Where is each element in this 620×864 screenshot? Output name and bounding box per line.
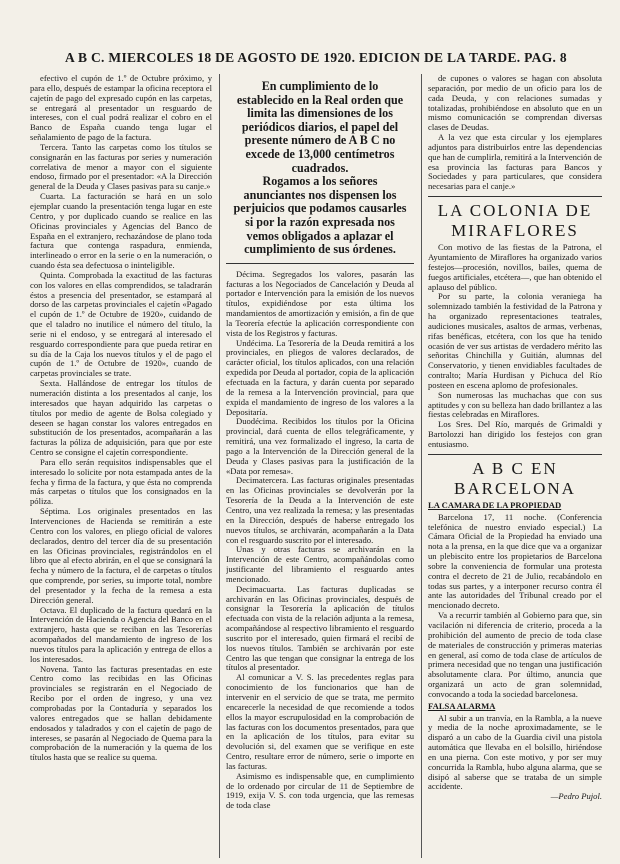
article-paragraph: Tercera. Tanto las carpetas como los títulos se consignarán en las facturas por series y numeración correlativa de menor a mayor con el siguiente endoso, firmado por el presentador: «A la Dirección general de la Deuda y Clases pasivas para su canje.» — [30, 141, 212, 192]
article-paragraph: Al comunicar a V. S. las precedentes reglas para conocimiento de los funcionarios que han de intervenir en el servicio de que se trata, me permito encarecerle la necesidad de que recomiende a todos ellos la mayor escrupulosidad en la comprobación de las facturas con los documentos presentados, para que en la aplicación de los títulos, para evitar su devolución si, del examen que se verifique en este Centro, resultare error de número, serie o importe en las facturas. — [226, 672, 414, 771]
article-paragraph: Va a recurrir también al Gobierno para que, sin vacilación ni diferencia de criterio, proceda a la prohibición del aumento de precio de toda clase de materiales de construcción y primeras materias en general, así como de toda clase de artículos de primera necesidad que no tengan una justificación absolutamente clara. Por último, anuncia que organizará un acto de gran solemnidad, convocando a toda la sociedad barcelonesa. — [428, 610, 602, 699]
article-paragraph: Novena. Tanto las facturas presentadas en este Centro como las recibidas en las Oficinas provinciales se registrarán en el Negociado de Recibo por el orden de ingreso, y una vez comprobadas por la Contaduría y separados los valores entregados que se hallan debidamente endosados y taladrados y con el cajetín de pago de intereses, se pasarán al Negociado de Quema para la comprobación de la numeración y la quema de los títulos hasta que se realice su quema. — [30, 663, 212, 763]
article-paragraph: Cuarta. La facturación se hará en un solo ejemplar cuando la presentación tenga lugar en este Centro, y por duplicado cuando se realice en las Oficinas provinciales y Agencias del Banco de España en el extranjero, rechazándose de plano toda factura que contenga raspadura, enmienda, interlineado o error en la serie o en la numeración, o cuando ésta sea defectuosa o ininteligible. — [30, 191, 212, 271]
article-paragraph: Octava. El duplicado de la factura quedará en la Intervención de Hacienda o Agencia del Banco en el extranjero, hasta que se reciban en las Tesorerías acompañados del mandamiento de ingreso de los nuevos títulos para la aplicación y entrega de ellos a los interesados. — [30, 604, 212, 664]
column-rule — [421, 74, 422, 858]
article-paragraph: Para ello serán requisitos indispensables que el interesado lo solicite por nota estampada antes de la fecha y firma de la factura, y que ésta no comprenda más carpetas o títulos que los consignados en la póliza. — [30, 456, 212, 507]
subheading: LA CAMARA DE LA PROPIEDAD — [428, 499, 562, 510]
article-paragraph: de cupones o valores se hagan con absoluta separación, por medio de un oficio para los de cada Deuda, y con relaciones sumadas y totalizadas, prohibiéndose en absoluto que en un mismo comunicación se comprendan diversas clases de Deudas. — [428, 74, 602, 133]
article-paragraph: Al subir a un tranvía, en la Rambla, a la nueve y media de la noche aproximadamente, se le disparó a un cabo de la Guardia civil una pistola automática que llevaba en el bolsillo, hiriéndose en una pierna. Con este motivo, y por ser muy concurrida la Rambla, hubo alguna alarma, que se disipó al saberse que se trataba de un simple accidente. — [428, 712, 602, 792]
column-right — [428, 74, 602, 858]
article-paragraph: Decimacuarta. Las facturas duplicadas se archivarán en las Oficinas provinciales, después de consignar la Tesorería la aplicación de títulos efectuada con vista de la relación adjunta a la remesa, acompañándose al respectivo libramiento el resguardo suscrito por el interesado, quien firmará el recibí de los nuevos títulos. También se archivarán por este Centro las que tengan que consignar la entrega de los títulos al presentador. — [226, 583, 414, 673]
article-paragraph: Sexta. Hallándose de entregar los títulos de numeración distinta a los presentados al canje, los interesados que hayan adquirido las carpetas o títulos por medio de agente de Bolsa colegiado y deseen se hagan constar los valores entregados en substitución de los presentados, acompañarán a las facturas la póliza de adquisición, para que por este Centro se consigne el cajetín correspondiente. — [30, 378, 212, 458]
byline: —Pedro Pujol. — [550, 791, 602, 802]
article-paragraph: efectivo el cupón de 1.º de Octubre próximo, y para ello, después de estampar la oficina receptora el cajetín de pago del expresado cupón en las carpetas, se entregará al presentador un resguardo de intereses, con el cual podrá realizar el cobro en el Banco de España cuando tenga lugar el señalamiento de pago de la factura. — [30, 74, 212, 143]
headline-barcelona: A B C EN BARCELONA — [454, 458, 576, 498]
article-paragraph: A la vez que esta circular y los ejemplares adjuntos para distribuirlos entre las dependencias que han de cumplirla, remitirá a la Intervención de esa provincia las facturas para Bancos y Sociedades y para particulares, que considera necesarias para el canje.» — [428, 132, 602, 192]
column-middle — [226, 74, 414, 858]
article-paragraph: Con motivo de las fiestas de la Patrona, el Ayuntamiento de Miraflores ha organizado varios festejos—procesión, novillos, bailes, quema de fuegos artificiales, etcétera—, que han obtenido el aplauso del público. — [428, 242, 602, 292]
headline-miraflores: LA COLONIA DE MIRAFLORES — [437, 201, 593, 241]
section-divider — [428, 454, 602, 455]
section-divider — [428, 196, 602, 197]
article-paragraph: Asimismo es indispensable que, en cumplimiento de lo ordenado por circular de 11 de Septiembre de 1919, exija V. S. con toda urgencia, que las remesas de toda clase — [226, 770, 414, 811]
column-left — [30, 74, 212, 858]
article-paragraph: Los Sres. Del Río, marqués de Grimaldi y Bartolozzi han dirigido los festejos con gran entusiasmo. — [428, 419, 602, 449]
article-paragraph: Decimatercera. Las facturas originales presentadas en las Oficinas provinciales se devolverán por la Tesorería de la Deuda a la Intervención de este Centro, una vez realizada la remesa; y las presentadas en la Dirección, después de haberse entregado los nuevos títulos, se archivarán, acompañarán a la Data con el resguardo suscrito por el interesado. — [226, 475, 414, 545]
article-paragraph: Duodécima. Recibidos los títulos por la Oficina provincial, dará cuenta de ellos telegráficamente, y remitirá, una vez formalizado el ingreso, la carta de pago a la Intervención de la Dirección general de la Deuda y Clases pasivas para la justificación de la «Data por remesa». — [226, 416, 414, 476]
article-paragraph: Décima. Segregados los valores, pasarán las facturas a los Negociados de Cancelación y Deuda al portador e Intervención para la emisión de los nuevos títulos, expidiéndose por esta última los mandamientos de amortización y emisión, a fin de que la Teorería efectúe la aplicación correspondiente con vista de los Registros y facturas. — [226, 268, 414, 338]
article-paragraph: Barcelona 17, 11 noche. (Conferencia telefónica de nuestro enviado especial.) La Cámara Oficial de la Propiedad ha enviado una nota a la prensa, en la que dice que va a organizar un plebiscito entre los propietarios de Barcelona sobre la conveniencia de formular una protesta contra el decreto de 21 de Julio, recabándolo en todas sus partes, y a interponer recurso contra él ante las autoridades del Tribunal creado por el mencionado decreto. — [428, 511, 602, 611]
article-paragraph: Undécima. La Tesorería de la Deuda remitirá a los provinciales, en pliegos de valores declarados, de carácter oficial, los títulos aplicados, con una relación expedida por Deuda al portador, copia de la aplicación efectuada en la factura, y darán cuenta por separado de la remesa a la Intervención provincial, para que expida el mandamiento de ingreso de los valores a la Depositaría. — [226, 337, 414, 417]
article-paragraph: Séptima. Los originales presentados en las Intervenciones de Hacienda se remitirán a este Centro con los valores, en pliego oficial de valores declarados, dentro del tercer día de su presentación en las Oficinas provinciales, registrándolos en el libro que al efecto abrirán, en el que se consignará la fecha y número de la factura, el de carpetas o títulos que comprende, por series, su importe total, nombre del presentador y la fecha de la remesa a esta Dirección general. — [30, 506, 212, 605]
column-rule — [219, 74, 220, 858]
notice-box — [226, 74, 414, 264]
newspaper-page — [30, 50, 602, 858]
article-paragraph: Son numerosas las muchachas que con sus aptitudes y con su belleza han dado brillantez a las fiestas celebradas en Miraflores. — [428, 389, 602, 420]
notice-paragraph: Rogamos a los señores anunciantes nos dispensen los perjuicios que podamos causarles si por la razón expresada nos vemos obligados a aplazar el cumplimiento de sus órdenes. — [233, 174, 407, 257]
page-header: A B C. MIERCOLES 18 DE AGOSTO DE 1920. EDICION DE LA TARDE. PAG. 8 — [65, 50, 567, 65]
subheading: FALSA ALARMA — [428, 700, 496, 711]
article-paragraph: Quinta. Comprobada la exactitud de las facturas con los valores en ellas comprendidos, se taladrarán éstos a presencia del presentador, se estampará al dorso de las carpetas provinciales el cajetín «Pagado el cupón de 1.º de Octubre de 1920», cuidando de que el taladro no inutilice el número del título, la serie ni el endoso, y se entregará al interesado el resguardo correspondiente para que pueda retirar en su día de la Caja los nuevos títulos y el de pago el cupón de 1.º de Octubre de 1920», cuando de carpetas provinciales se trate. — [30, 269, 212, 379]
notice-paragraph: En cumplimiento de lo establecido en la Real orden que limita las dimensiones de los periódicos diarios, el papel del presente número de A B C no excede de 13,000 centímetros cuadrados. — [236, 79, 404, 175]
article-paragraph: Unas y otras facturas se archivarán en la Intervención de este Centro, acompañándolas como justificante del libramiento el resguardo antes mencionado. — [226, 544, 414, 584]
article-paragraph: Por su parte, la colonia veraniega ha solemnizado también la festividad de la Patrona y ha organizado representaciones teatrales, audiciones musicales, asaltos de armas, verbenas, rifas benéficas, etcétera, con los que ha tenido ocasión de ver sus artistas de verdadero mérito las señoritas Chinchilla y Guitián, alumnas del Conservatorio, y tienen envidiables facultades de contralto; María Hurdisan y Pichuca del Río posteen en escena aplomo de profesionales. — [428, 291, 602, 390]
